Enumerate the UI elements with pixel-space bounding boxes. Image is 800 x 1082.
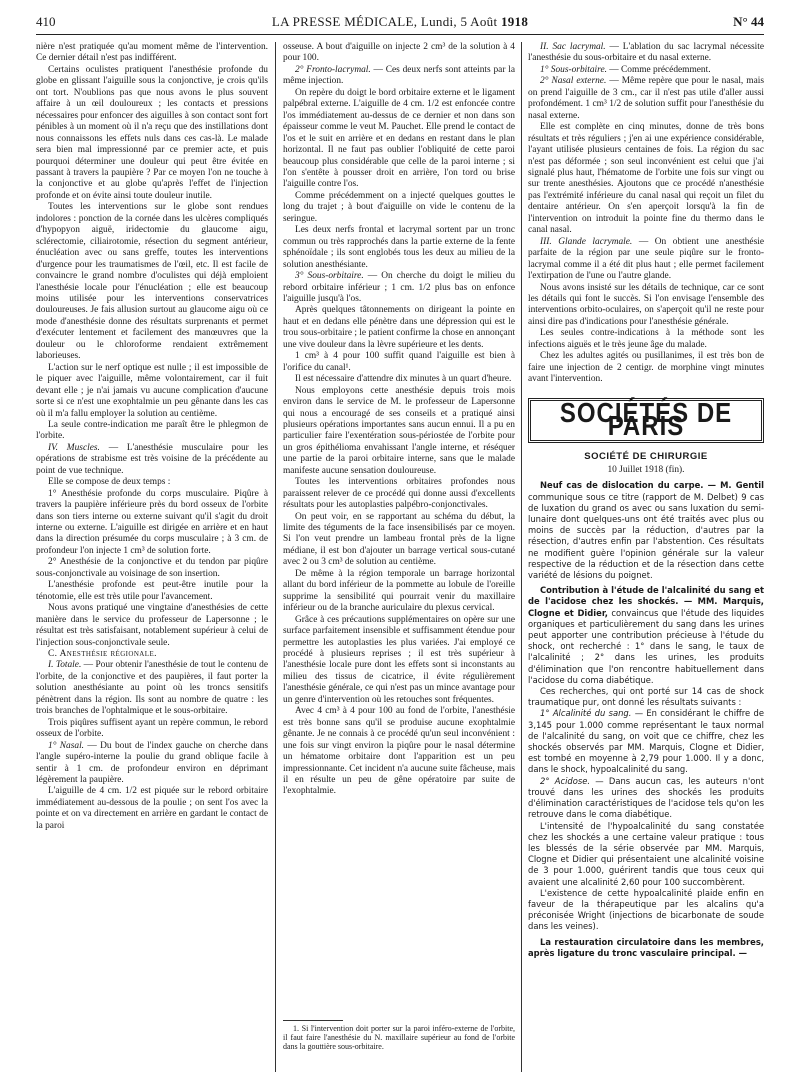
paragraph: Nous employons cette anesthésie depuis trois mois environ dans le service de M. le professeur de Lapersonne qui nous a encouragé de ses conseils et a pratiqué ainsi plusieurs opérations importantes sans aucun ennui. Il a pu en particulier faire l'exentération sous-périostée de l'orbite pour un gros épithélioma envahissant l'angle interne, et réséquer une partie de la paroi orbitaire interne, sans que le malade manifeste aucune sensation douloureuse. (283, 385, 515, 476)
paragraph: 1° Nasal. — Du bout de l'index gauche on cherche dans l'angle supéro-interne la poulie du grand oblique facile à sentir à 1 cm. de profondeur environ en déprimant légèrement la paupière. (36, 740, 268, 785)
issue-date: Lundi, 5 Août (420, 14, 498, 29)
section-label: 2° Fronto-lacrymal. (295, 64, 371, 75)
paragraph: Certains oculistes pratiquent l'anesthésie profonde du globe en glissant l'aiguille sous la conjonctive, je crois qu'ils ont tort. N'oublions pas que nous avons le plus souvent affaire à un œil douloureux ; les contacts et pressions nécessaires pour enfoncer des aiguilles à son contact sont fort pénibles à un moment où il n'a reçu que des instillations dont nous connaissons les effets nuls dans ces cas-là. Le malade sera bien mal impressionné par ce premier acte, et puis pourquoi déterminer une douleur qui peut être évitée en passant à travers la paupière ? Par ce moyen l'on ne touche à la conjonctive et au globe qu'après l'effet de l'injection profonde et on évite ainsi toute douleur inutile. (36, 64, 268, 201)
paragraph: Toutes les interventions orbitaires profondes nous paraissent relever de ce procédé qui donne aussi d'excellents résultats pour les autoplasties palpébro-conjonctivales. (283, 477, 515, 511)
section-label: I. Totale. (48, 660, 82, 671)
paragraph: 2° Anesthésie de la conjonctive et du tendon par piqûre sous-conjonctivale au voisinage de son insertion. (36, 557, 268, 579)
section-label: 3° Sous-orbitaire. (295, 271, 364, 282)
column-divider-2 (521, 42, 522, 1072)
paragraph: De même à la région temporale un barrage horizontal allant du bord inférieur de la pommette au lobule de l'oreille supprime la sensibilité qui pourrait venir du maxillaire inférieur ou de la branche auriculaire du plexus cervical. (283, 568, 515, 614)
paragraph: I. Totale. — Pour obtenir l'anesthésie de tout le contenu de l'orbite, de la conjonctive et des paupières, il faut porter la solution anesthésiante au point où les troncs sensitifs pénètrent dans la région. Ils sont au nombre de quatre : les trois branches de l'ophtalmique et le sous-orbitaire. (36, 660, 268, 717)
report-item: Contribution à l'étude de l'alcalinité du sang et de l'acidose chez les shockés. — MM. Marquis, Clogne et Didier, convaincus que l'étude des liquides organiques et particulièrement du sang dans les urines peut apporter une contribution précieuse à l'étude du shock, ont recherché : 1° dans le sang, le taux de l'alcalinité ; 2° dans les urines, les produits d'élimination que l'on rencontre habituellement dans l'acidose du coma diabétique. (528, 585, 764, 685)
paragraph: II. Sac lacrymal. — L'ablation du sac lacrymal nécessite l'anesthésie du sous-orbitaire et du nasal externe. (528, 42, 764, 64)
section-label: II. Sac lacrymal. (540, 42, 606, 52)
issue-number: N° 44 (733, 14, 764, 29)
report-title: Contribution à l'étude de l'alcalinité du sang et de l'acidose chez les shockés. — MM. Marquis, Clogne et Didier, (528, 585, 764, 618)
paragraph: La seule contre-indication me paraît être le phlegmon de l'orbite. (36, 419, 268, 442)
footnote (283, 1024, 515, 1052)
society-report (528, 480, 764, 959)
paragraph: Elle est complète en cinq minutes, donne de très bons résultats et très réguliers ; j'en ai une expérience considérable, l'ayant utilisée plusieurs centaines de fois. La région du sac n'est pas déformée ; son seul inconvénient est celui que j'ai signalé plus haut, l'hématome de l'orbite une fois sur vingt ou sur trente anesthésies. Ajoutons que ce procédé n'anesthésie pas l'extrémité inférieure du canal nasal qui reçoit un filet du dentaire antérieur. On s'en aperçoit lorsqu'à la fin de l'intervention on introduit la pointe fine du thermo dans le canal nasal. (528, 122, 764, 236)
paragraph: 1° Alcalinité du sang. — En considérant le chiffre de 3,145 pour 1.000 comme représentant le taux normal de l'alcalinité du sang, on voit que ce chiffre, chez les shockés observés par MM. Marquis, Clogne et Didier, est tombé en moyenne à 2,79 pour 1.000. Il y a donc, dans le shock, hypoalcalinité du sang. (528, 708, 764, 775)
paragraph: L'aiguille de 4 cm. 1/2 est piquée sur le rebord orbitaire immédiatement au-dessous de la poulie ; on sent l'os avec la pointe et on va directement en arrière en gardant le contact de la paroi (36, 786, 268, 831)
paragraph: Avec 4 cm³ à 4 pour 100 au fond de l'orbite, l'anesthésie est très bonne sans qu'il se produise aucune exophtalmie gênante. Je ne connais à ce procédé qu'un seul inconvénient : une fois sur vingt environ la piqûre pour le nasal détermine un hématome orbitaire dont l'apparition est un peu impressionnante. Cet incident n'a aucune suite fâcheuse, mais il en résulte un peu de gêne opératoire par suite de l'exophtalmie. (283, 706, 515, 797)
paragraph: L'anesthésie profonde est peut-être inutile pour la ténotomie, elle est très utile pour l'avancement. (36, 580, 268, 602)
section-heading: C. Anesthésie régionale. (48, 649, 157, 660)
paragraph: Grâce à ces précautions supplémentaires on opère sur une surface parfaitement insensible et suffisamment étendue pour permettre les autoplasties les plus variées. J'ai employé ce procédé à plusieurs reprises ; il est très supérieur à l'anesthésie locale pure dont les effets sont si inconstants au milieu des tissus de cicatrice, il évite régulièrement l'anesthésie générale, ce qui n'est pas un mince avantage pour un genre d'intervention où les retouches sont fréquentes. (283, 614, 515, 705)
journal-name: LA PRESSE MÉDICALE, (271, 14, 418, 29)
section-label: 2° Nasal externe. (540, 76, 607, 87)
report-item (528, 937, 764, 959)
section-label: 1° Alcalinité du sang. (540, 708, 632, 719)
society-heading: SOCIÉTÉ DE CHIRURGIE (584, 450, 708, 462)
paragraph: Chez les adultes agités ou pusillanimes, il est très bon de faire une injection de 2 centigr. de morphine vingt minutes avant l'intervention. (528, 351, 764, 385)
paragraph: Comme précédemment on a injecté quelques gouttes le long du trajet ; à bout d'aiguille on vide le contenu de la seringue. (283, 190, 515, 224)
paragraph: Trois piqûres suffisent ayant un repère commun, le rebord osseux de l'orbite. (36, 717, 268, 740)
paragraph: 2° Fronto-lacrymal. — Ces deux nerfs sont atteints par la même injection. (283, 64, 515, 87)
paragraph: 1° Anesthésie profonde du corps musculaire. Piqûre à travers la paupière inférieure près du bord osseux de l'orbite dans son tiers interne ou externe suivant qu'il s'agit du droit interne ou externe. L'aiguille est dirigée en arrière et en haut dans la direction présumée du corps musculaire ; à 3 cm. de profondeur l'on injecte 1 cm³ de solution forte. (36, 488, 268, 556)
paragraph: Les deux nerfs frontal et lacrymal sortent par un tronc commun ou très rapprochés dans la partie externe de la fente sphénoïdale ; ils sont englobés tous les deux au milieu de la solution anesthésiante. (283, 225, 515, 270)
banner-title: SOCIÉTÉS DE PARIS (559, 397, 733, 442)
page-number: 410 (36, 14, 56, 29)
column-1 (36, 42, 268, 1072)
page-header (36, 14, 764, 34)
column-3 (528, 42, 764, 1072)
paragraph: Il est nécessaire d'attendre dix minutes à un quart d'heure. (295, 374, 512, 385)
paragraph: On repère du doigt le bord orbitaire externe et le ligament palpébral externe. L'aiguille de 4 cm. 1/2 est enfoncée contre l'os immédiatement au-dessus de ce dernier et non dans son épaisseur comme le veut M. Pauchet. Elle prend le contact de l'os et le suit en arrière et en dedans en restant dans le plan horizontal. Il ne faut pas oublier l'obliquité de cette paroi beaucoup plus considérable que celle de la paroi interne ; si l'on s'entête à pousser droit en arrière, l'on tord ou brise l'aiguille contre l'os. (283, 87, 515, 190)
report-item: Neuf cas de dislocation du carpe. — M. Gentil communique sous ce titre (rapport de M. Delbet) 9 cas de luxation du grand os avec ou sans luxation du semi-lunaire dont quelques-uns ont été traités avec plus ou moins de succès par la réduction, d'autres par la résection, d'autres enfin par l'abstention. Ces résultats ne modifient guère l'opinion générale sur la valeur respective de la réduction et de la résection dans cette variété de lésions du poignet. (528, 480, 764, 581)
paragraph: L'existence de cette hypoalcalinité plaide enfin en faveur de la thérapeutique par les alcalins qu'a préconisée Wright (injections de bicarbonate de soude dans les veines). (528, 887, 764, 932)
paragraph: On peut voir, en se rapportant au schéma du début, la limite des téguments de la face insensibilisés par ce moyen. Si l'on veut prendre un lambeau frontal près de la ligne médiane, il est bon d'ajouter un barrage vertical sous-cutané avec 2 ou 3 cm³ de solution au centième. (283, 511, 515, 568)
paragraph: Nous avons pratiqué une vingtaine d'anesthésies de cette manière dans le service du professeur de Lapersonne ; le résultat est très satisfaisant, notablement supérieur à celui de l'injection sous-conjonctivale seule. (36, 603, 268, 648)
paragraph: 2° Nasal externe. — Même repère que pour le nasal, mais on prend l'aiguille de 3 cm., car il n'est pas utile d'aller aussi profondément. 1 cm³ 1/2 de solution suffit pour l'anesthésie du nasal externe. (528, 76, 764, 121)
paragraph: Ces recherches, qui ont porté sur 14 cas de shock traumatique pur, ont donné les résultats suivants : (528, 686, 764, 708)
paragraph: 1° Sous-orbitaire. — Comme précédemment. (540, 64, 711, 75)
header-rule (36, 34, 764, 35)
section-label: IV. Muscles. (48, 442, 100, 453)
column-2 (283, 42, 515, 1017)
footnote-text: 1. Si l'intervention doit porter sur la paroi inféro-externe de l'orbite, il faut faire l'anesthésie du N. maxillaire supérieur au fond de l'orbite dans la gouttière sous-orbitaire. (283, 1024, 515, 1052)
session-date: 10 Juillet 1918 (fin). (607, 464, 685, 475)
paragraph: III. Glande lacrymale. — On obtient une anesthésie parfaite de la région par une seule piqûre sur le fronto-lacrymal comme il a été dit plus haut ; elle permet facilement l'extirpation de l'une ou l'autre glande. (528, 236, 764, 282)
paragraph: osseuse. A bout d'aiguille on injecte 2 cm³ de la solution à 4 pour 100. (283, 42, 515, 64)
paragraph: Toutes les interventions sur le globe sont rendues indolores : ponction de la cornée dans les ulcères compliqués d'hypopyon aiguë, iridectomie du glaucome aigu, sclérectomie, ciliairotomie, résection du segment antérieur, énucléation avec ou sans greffe, toutes les interventions d'urgence pour les traumatismes de l'œil, etc. Il est facile de convaincre le grand nombre d'oculistes qui déjà emploient l'anesthésie locale pour l'énucléation ; elle est beaucoup moins utilisée pour les interventions conservatrices douloureuses. Je fais allusion surtout au glaucome aigu où ce mode d'anesthésie donne des résultats surprenants et permet d'exécuter lentement et facilement des manœuvres que la douleur ou le chloroforme rendaient extrêmement laborieuses. (36, 202, 268, 362)
report-title: Neuf cas de dislocation du carpe. — M. Gentil (540, 480, 764, 491)
section-label: 2° Acidose. (540, 775, 591, 786)
report-title: La restauration circulatoire dans les membres, après ligature du tronc vasculaire principal. — (528, 936, 764, 958)
paragraph: Après quelques tâtonnements on dirigeant la pointe en haut et en dedans elle pénètre dans une dépression qui est le trou sous-orbitaire ; le patient confirme la chose en annonçant une vive douleur dans la lèvre supérieure et les dents. (283, 305, 515, 350)
paragraph: 1 cm³ à 4 pour 100 suffit quand l'aiguille est bien à l'orifice du canal¹. (283, 351, 515, 373)
paragraph: 3° Sous-orbitaire. — On cherche du doigt le milieu du rebord orbitaire inférieur ; 1 cm. 1/2 plus bas on enfonce l'aiguille jusqu'à l'os. (283, 271, 515, 304)
paragraph: Les seules contre-indications à la méthode sont les infections aiguës et le très jeune âge du malade. (528, 328, 764, 350)
paragraph: IV. Muscles. — L'anesthésie musculaire pour les opérations de strabisme est très voisine de la précédente au point de vue technique. (36, 442, 268, 476)
section-label: 1° Nasal. (48, 740, 85, 751)
issue-year: 1918 (500, 14, 529, 29)
paragraph: 2° Acidose. — Dans aucun cas, les auteurs n'ont trouvé dans les urines des shockés les produits d'élimination caractéristiques de l'acidose tels qu'on les retrouve dans le coma diabétique. (528, 775, 764, 820)
paragraph: L'action sur le nerf optique est nulle ; il est impossible de le piquer avec l'aiguille, même volontairement, car il fuit devant elle ; je n'ai jamais vu aucune complication d'aucune sorte si ce n'est une exophtalmie un peu gênante dans les cas où il m'a fallu employer la solution au centième. (36, 362, 268, 419)
column-divider-1 (275, 42, 276, 1072)
paragraph: L'intensité de l'hypoalcalinité du sang constatée chez les shockés a une certaine valeur pratique : tous les blessés de la série observée par MM. Marquis, Clogne et Didier qui présentaient une alcalinité voisine de 3 pour 1.000, guérirent tandis que tous ceux qui avaient une alcalinité 2,60 pour 100 succombèrent. (528, 820, 764, 887)
footnote-rule (283, 1020, 343, 1021)
section-label: 1° Sous-orbitaire. (540, 64, 607, 75)
section-label: III. Glande lacrymale. (540, 236, 633, 247)
section-banner (528, 398, 764, 443)
paragraph: Nous avons insisté sur les détails de technique, car ce sont les détails qui font le succès. Si l'on envisage l'ensemble des interventions orbito-oculaires, on s'aperçoit qu'il ne reste pour ainsi dire pas d'indications pour l'anesthésie générale. (528, 282, 764, 327)
paragraph: nière n'est pratiquée qu'au moment même de l'intervention. Ce dernier détail n'est pas indifférent. (36, 42, 268, 64)
paragraph: Elle se compose de deux temps : (48, 477, 171, 488)
running-title (36, 14, 764, 30)
